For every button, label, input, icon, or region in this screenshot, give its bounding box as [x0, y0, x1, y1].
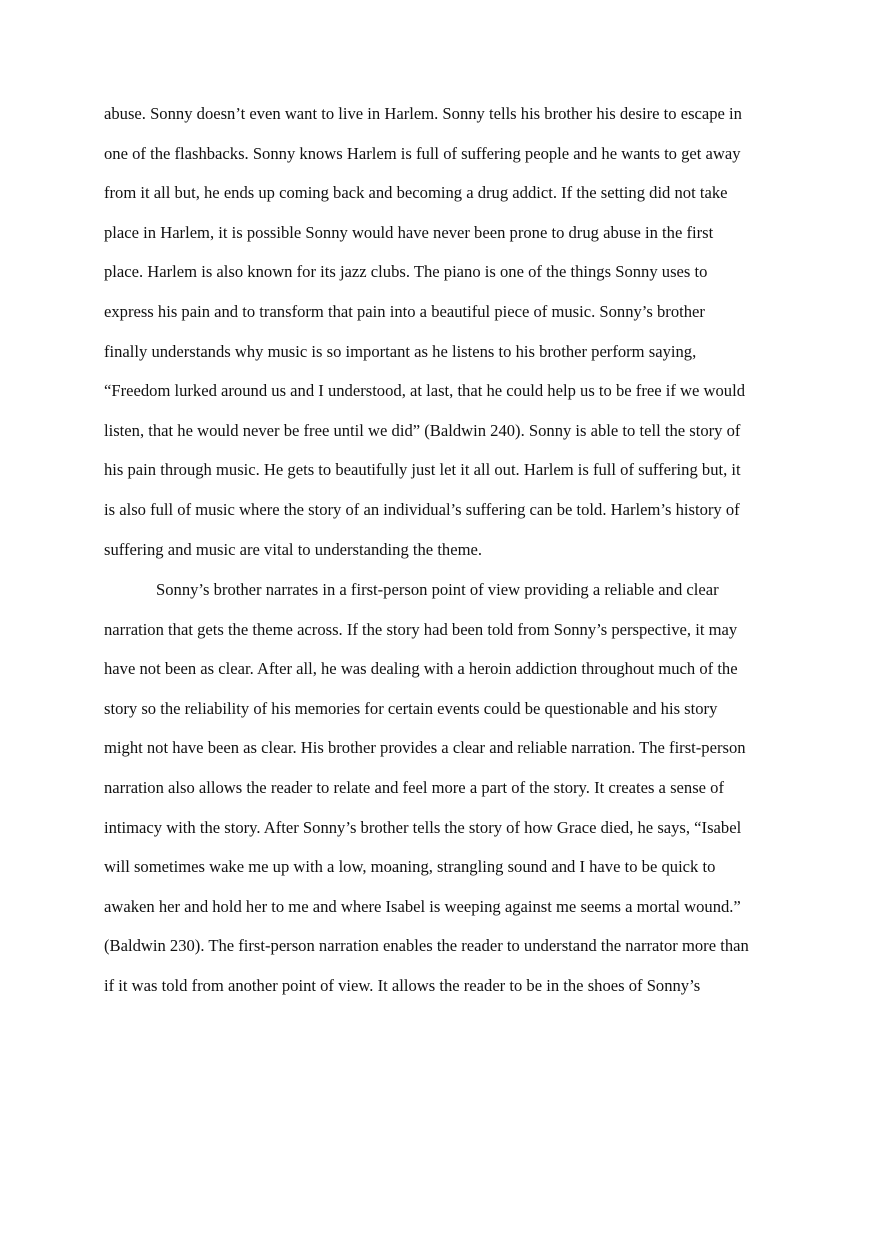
text-line: suffering and music are vital to understanding the theme. [104, 540, 483, 559]
text-line: “Freedom lurked around us and I understood, at last, that he could help us to be free if we would [104, 381, 745, 400]
text-line: place in Harlem, it is possible Sonny would have never been prone to drug abuse in the first [104, 223, 714, 242]
text-line: Sonny’s brother narrates in a first-person point of view providing a reliable and clear [156, 580, 719, 599]
text-line: listen, that he would never be free until we did” (Baldwin 240). Sonny is able to tell the story of [104, 421, 741, 440]
text-line: one of the flashbacks. Sonny knows Harlem is full of suffering people and he wants to get away [104, 144, 741, 163]
text-line: might not have been as clear. His brother provides a clear and reliable narration. The first-person [104, 738, 746, 757]
text-line: narration that gets the theme across. If the story had been told from Sonny’s perspective, it may [104, 620, 738, 639]
text-line: place. Harlem is also known for its jazz clubs. The piano is one of the things Sonny uses to [104, 262, 708, 281]
text-line: finally understands why music is so important as he listens to his brother perform saying, [104, 342, 697, 361]
text-line: intimacy with the story. After Sonny’s brother tells the story of how Grace died, he says, “Isabel [104, 818, 742, 837]
text-line: his pain through music. He gets to beautifully just let it all out. Harlem is full of suffering but, it [104, 460, 741, 479]
text-line: story so the reliability of his memories for certain events could be questionable and his story [104, 699, 718, 718]
text-line: narration also allows the reader to relate and feel more a part of the story. It creates a sense of [104, 778, 724, 797]
text-line: if it was told from another point of view. It allows the reader to be in the shoes of Sonny’s [104, 976, 701, 995]
text-line: is also full of music where the story of an individual’s suffering can be told. Harlem’s history of [104, 500, 740, 519]
text-line: have not been as clear. After all, he was dealing with a heroin addiction throughout much of the [104, 659, 738, 678]
text-line: awaken her and hold her to me and where Isabel is weeping against me seems a mortal wound.” [104, 897, 741, 916]
text-line: express his pain and to transform that pain into a beautiful piece of music. Sonny’s brother [104, 302, 705, 321]
text-line: abuse. Sonny doesn’t even want to live in Harlem. Sonny tells his brother his desire to escape in [104, 104, 742, 123]
text-line: from it all but, he ends up coming back and becoming a drug addict. If the setting did not take [104, 183, 728, 202]
text-line: will sometimes wake me up with a low, moaning, strangling sound and I have to be quick to [104, 857, 716, 876]
text-line: (Baldwin 230). The first-person narration enables the reader to understand the narrator more than [104, 936, 749, 955]
